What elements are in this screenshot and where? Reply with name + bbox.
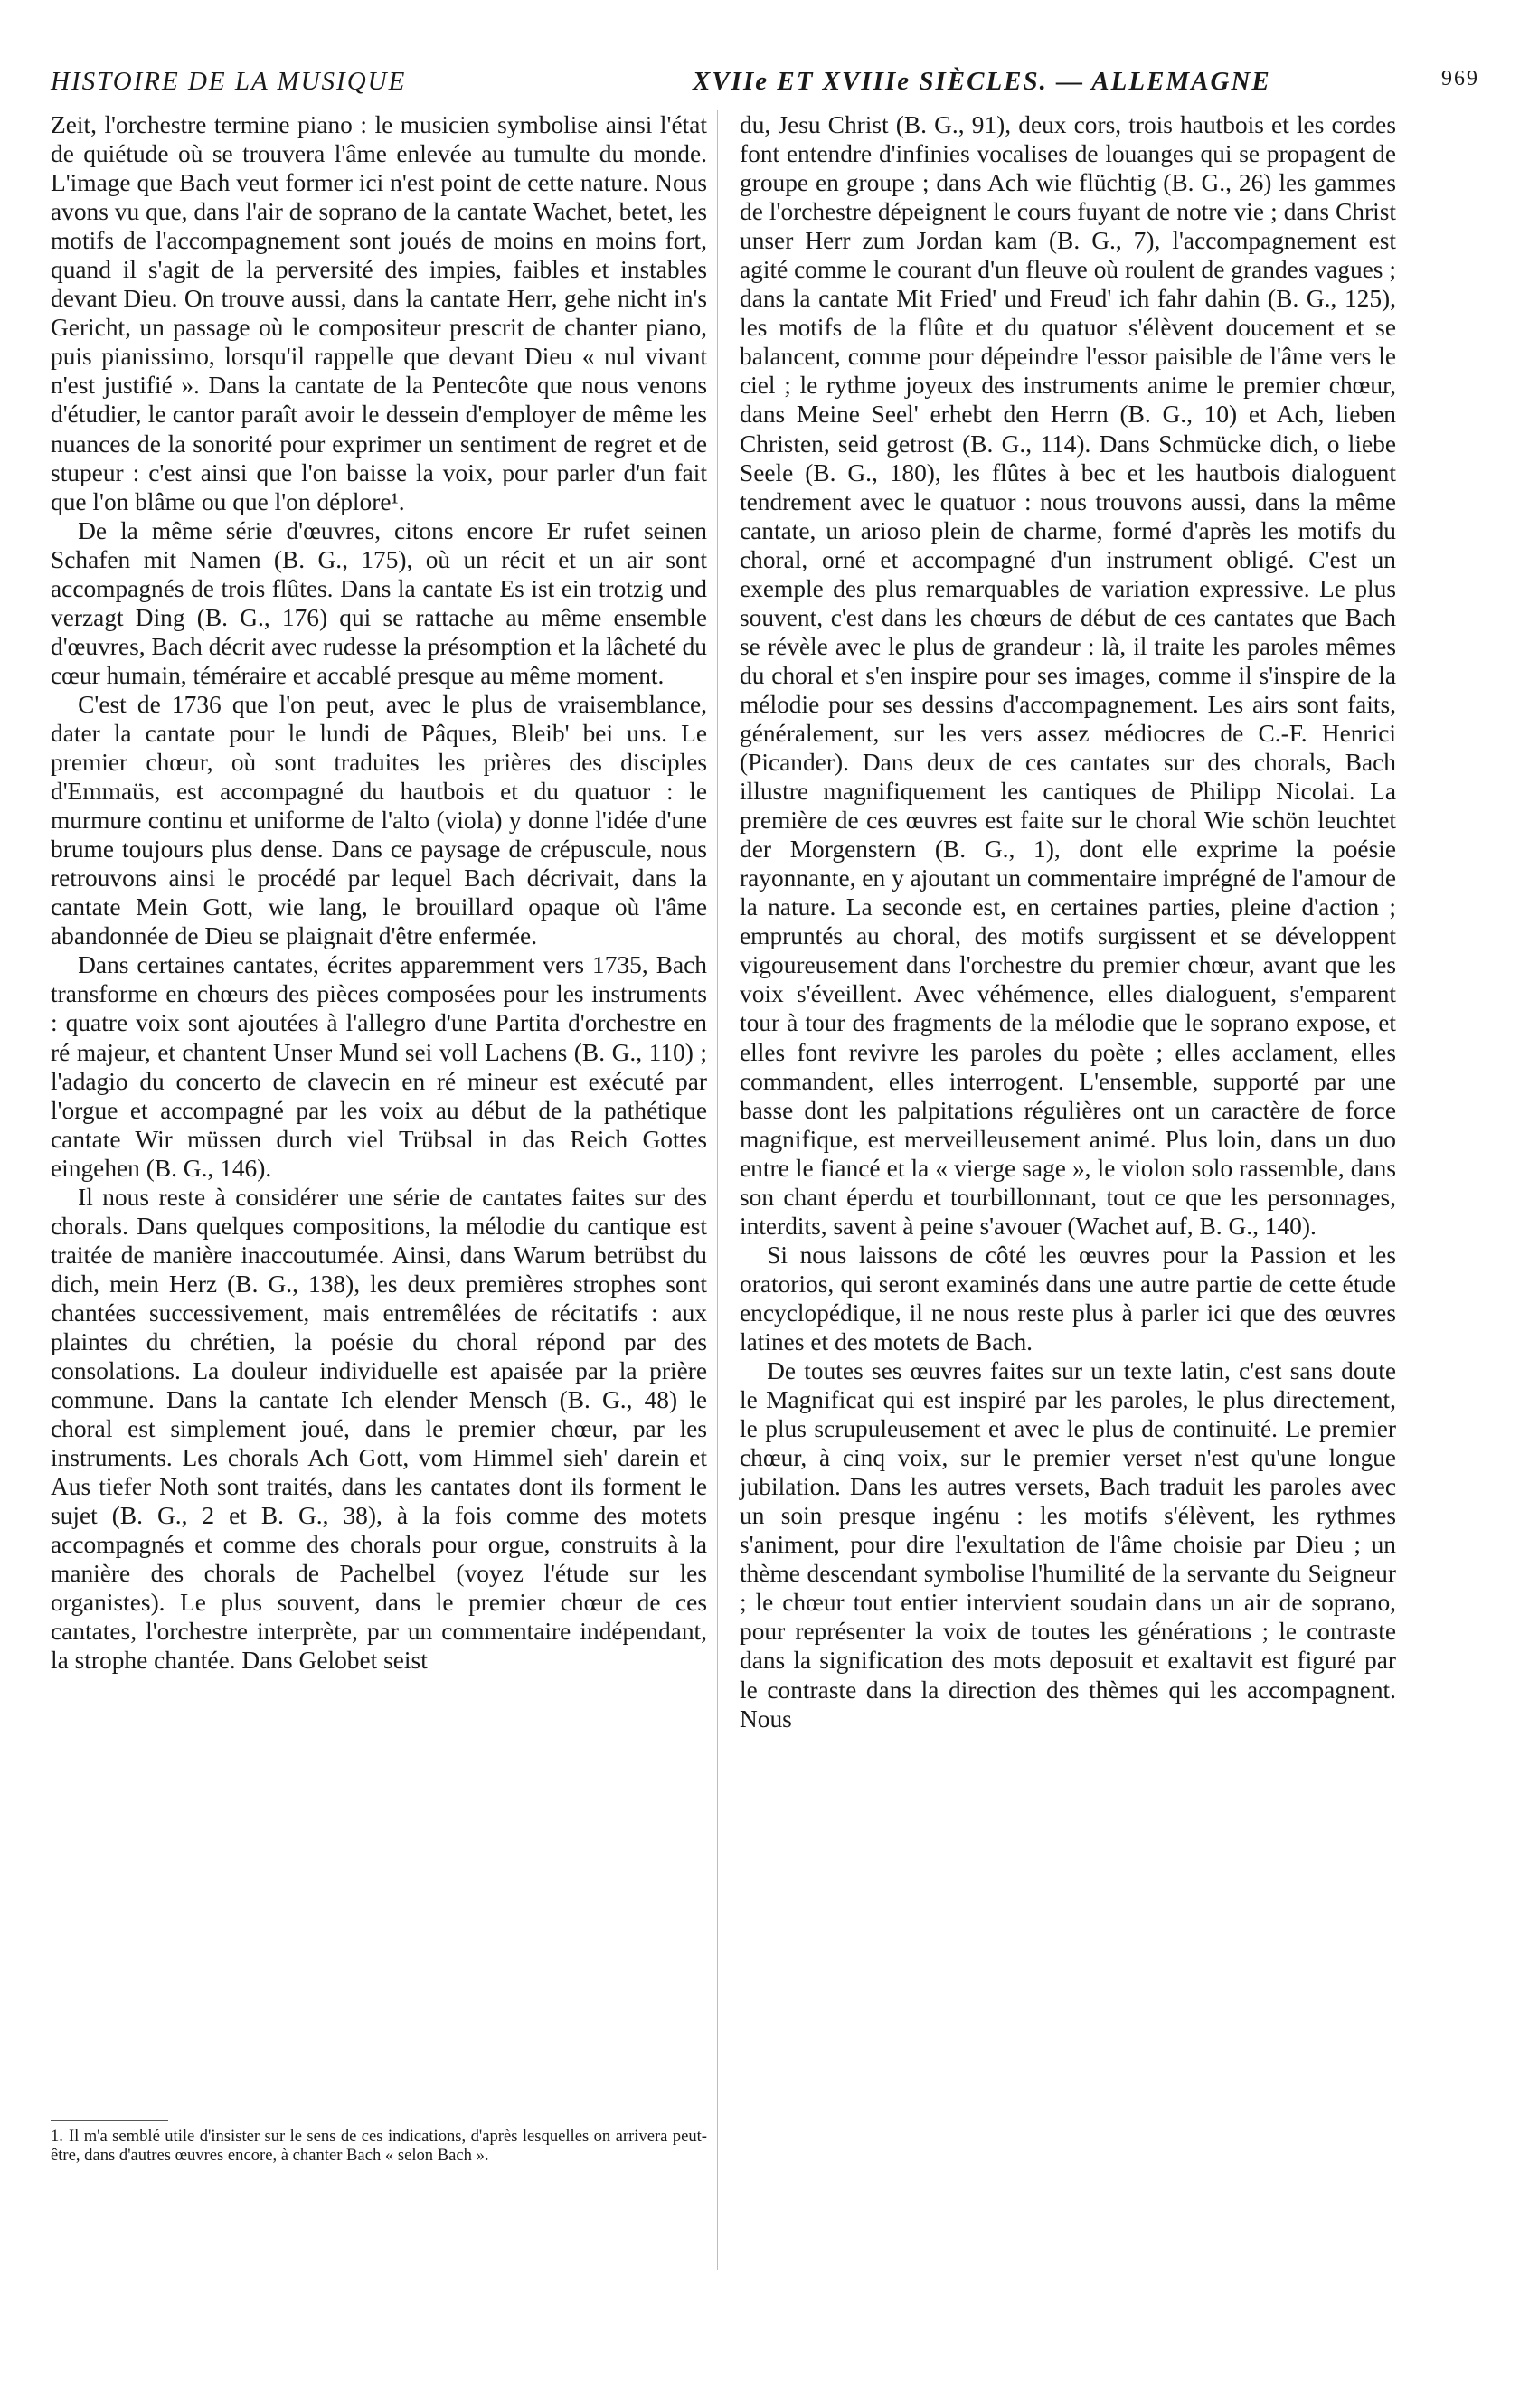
running-header	[51, 67, 1479, 98]
right-column	[740, 110, 1396, 1733]
footnote-rule	[51, 2120, 168, 2121]
left-column	[51, 110, 707, 1676]
footnote-text: Il m'a semblé utile d'insister sur le sens de ces indications, d'après lesquelles on arrivera peut-être, dans d'autres œuvres encore, à chanter Bach « selon Bach ».	[51, 2127, 707, 2165]
footnote-number: 1.	[51, 2127, 63, 2146]
paragraph: Il nous reste à considérer une série de cantates faites sur des chorals. Dans quelques compositions, la mélodie du cantique est traitée de manière inaccoutumée. Ainsi, dans Warum betrübst du dich, mein Herz (B. G., 138), les deux premières strophes sont chantées successivement, mais entremêlées de récitatifs : aux plaintes du chrétien, la poésie du choral répond par des consolations. La douleur individuelle est apaisée par la prière commune. Dans la cantate Ich elender Mensch (B. G., 48) le choral est simplement joué, dans le premier chœur, par les instruments. Les chorals Ach Gott, vom Himmel sieh' darein et Aus tiefer Noth sont traités, dans les cantates dont ils forment le sujet (B. G., 2 et B. G., 38), à la fois comme des motets accompagnés et comme des chorals pour orgue, construits à la manière des chorals de Pachelbel (voyez l'étude sur les organistes). Le plus souvent, dans le premier chœur de ces cantates, l'orchestre interprète, par un commentaire indépendant, la strophe chantée. Dans Gelobet seist	[51, 1183, 707, 1675]
column-divider	[717, 110, 718, 2270]
page-number: 969	[1441, 67, 1479, 90]
paragraph: De la même série d'œuvres, citons encore Er rufet seinen Schafen mit Namen (B. G., 175), où un récit et un air sont accompagnés de trois flûtes. Dans la cantate Es ist ein trotzig und verzagt Ding (B. G., 176) qui se rattache au même ensemble d'œuvres, Bach décrit avec rudesse la présomption et la lâcheté du cœur humain, téméraire et accablé presque au même moment.	[51, 516, 707, 689]
paragraph: De toutes ses œuvres faites sur un texte latin, c'est sans doute le Magnificat qui est inspiré par les paroles, le plus directement, le plus scrupuleusement et avec le plus de continuité. Le premier chœur, à cinq voix, sur le premier verset n'est qu'une longue jubilation. Dans les autres versets, Bach traduit les paroles avec un soin presque ingénu : les motifs s'élèvent, les rythmes s'animent, pour dire l'exultation de l'âme choisie par Dieu ; un thème descendant symbolise l'humilité de la servante du Seigneur ; le chœur tout entier intervient soudain dans un air de soprano, pour représenter la voix de toutes les générations ; le contraste dans la signification des mots deposuit et exaltavit est figuré par le contraste dans la direction des thèmes qui les accompagnent. Nous	[740, 1357, 1396, 1733]
header-title: HISTOIRE DE LA MUSIQUE	[51, 67, 407, 96]
paragraph: Dans certaines cantates, écrites apparemment vers 1735, Bach transforme en chœurs des pièces composées pour les instruments : quatre voix sont ajoutées à l'allegro d'une Partita d'orchestre en ré majeur, et chantent Unser Mund sei voll Lachens (B. G., 110) ; l'adagio du concerto de clavecin en ré mineur est exécuté par l'orgue et accompagné par les voix au début de la pathétique cantate Wir müssen durch viel Trübsal in das Reich Gottes eingehen (B. G., 146).	[51, 951, 707, 1182]
paragraph: du, Jesu Christ (B. G., 91), deux cors, trois hautbois et les cordes font entendre d'infinies vocalises de louanges qui se propagent de groupe en groupe ; dans Ach wie flüchtig (B. G., 26) les gammes de l'orchestre dépeignent le cours fuyant de notre vie ; dans Christ unser Herr zum Jordan kam (B. G., 7), l'accompagnement est agité comme le courant d'un fleuve où roulent de grandes vagues ; dans la cantate Mit Fried' und Freud' ich fahr dahin (B. G., 125), les motifs de la flûte et du quatuor s'élèvent doucement et se balancent, comme pour dépeindre l'essor paisible de l'âme vers le ciel ; le rythme joyeux des instruments anime le premier chœur, dans Meine Seel' erhebt den Herrn (B. G., 10) et Ach, lieben Christen, seid getrost (B. G., 114). Dans Schmücke dich, o liebe Seele (B. G., 180), les flûtes à bec et les hautbois dialoguent tendrement avec le quatuor : nous trouvons aussi, dans la même cantate, un arioso plein de charme, formé d'après les motifs du choral, orné et accompagné d'un instrument obligé. C'est un exemple des plus remarquables de variation expressive. Le plus souvent, c'est dans les chœurs de début de ces cantates que Bach se révèle avec le plus de grandeur : là, il traite les paroles mêmes du choral et s'en inspire pour ses images, comme il s'inspire de la mélodie pour ses dessins d'accompagnement. Les airs sont faits, généralement, sur les vers assez médiocres de C.-F. Henrici (Picander). Dans deux de ces cantates sur des chorals, Bach illustre magnifiquement les cantiques de Philipp Nicolai. La première de ces œuvres est faite sur le choral Wie schön leuchtet der Morgenstern (B. G., 1), dont elle exprime la poésie rayonnante, en y ajoutant un commentaire imprégné de l'amour de la nature. La seconde est, en certaines parties, pleine d'action ; empruntés au choral, des motifs surgissent et se développent vigoureusement dans l'orchestre du premier chœur, avant que les voix s'éveillent. Avec véhémence, elles dialoguent, s'emparent tour à tour des fragments de la mélodie que le soprano expose, et elles font revivre les paroles du poète ; elles acclament, elles commandent, elles interrogent. L'ensemble, supporté par une basse dont les palpitations régulières ont un caractère de force magnifique, est merveilleusement animé. Plus loin, dans un duo entre le fiancé et la « vierge sage », le violon solo rassemble, dans son chant éperdu et tourbillonnant, tout ce que les personnages, interdits, savent à peine s'avouer (Wachet auf, B. G., 140).	[740, 111, 1396, 1240]
paragraph: C'est de 1736 que l'on peut, avec le plus de vraisemblance, dater la cantate pour le lundi de Pâques, Bleib' bei uns. Le premier chœur, où sont traduites les prières des disciples d'Emmaüs, est accompagné du hautbois et du quatuor : le murmure continu et uniforme de l'alto (viola) y donne l'idée d'une brume toujours plus dense. Dans ce paysage de crépuscule, nous retrouvons ainsi le procédé par lequel Bach décrivait, dans la cantate Mein Gott, wie lang, le brouillard opaque où l'âme abandonnée de Dieu se plaignait d'être enfermée.	[51, 690, 707, 950]
header-section: XVIIe ET XVIIIe SIÈCLES. — ALLEMAGNE	[693, 67, 1271, 96]
paragraph: Zeit, l'orchestre termine piano : le musicien symbolise ainsi l'état de quiétude où se trouvera l'âme enlevée au tumulte du monde. L'image que Bach veut former ici n'est point de cette nature. Nous avons vu que, dans l'air de soprano de la cantate Wachet, betet, les motifs de l'accompagnement sont joués de moins en moins fort, quand il s'agit de la perversité des impies, faibles et instables devant Dieu. On trouve aussi, dans la cantate Herr, gehe nicht in's Gericht, un passage où le compositeur prescrit de chanter piano, puis pianissimo, lorsqu'il rappelle que devant Dieu « nul vivant n'est justifié ». Dans la cantate de la Pentecôte que nous venons d'étudier, le cantor paraît avoir le dessein d'employer de même les nuances de la sonorité pour exprimer un sentiment de regret et de stupeur : c'est ainsi que l'on baisse la voix, pour parler d'un fait que l'on blâme ou que l'on déplore¹.	[51, 111, 707, 515]
paragraph: Si nous laissons de côté les œuvres pour la Passion et les oratorios, qui seront examinés dans une autre partie de cette étude encyclopédique, il ne nous reste plus à parler ici que des œuvres latines et des motets de Bach.	[740, 1241, 1396, 1355]
footnote	[51, 2127, 707, 2165]
